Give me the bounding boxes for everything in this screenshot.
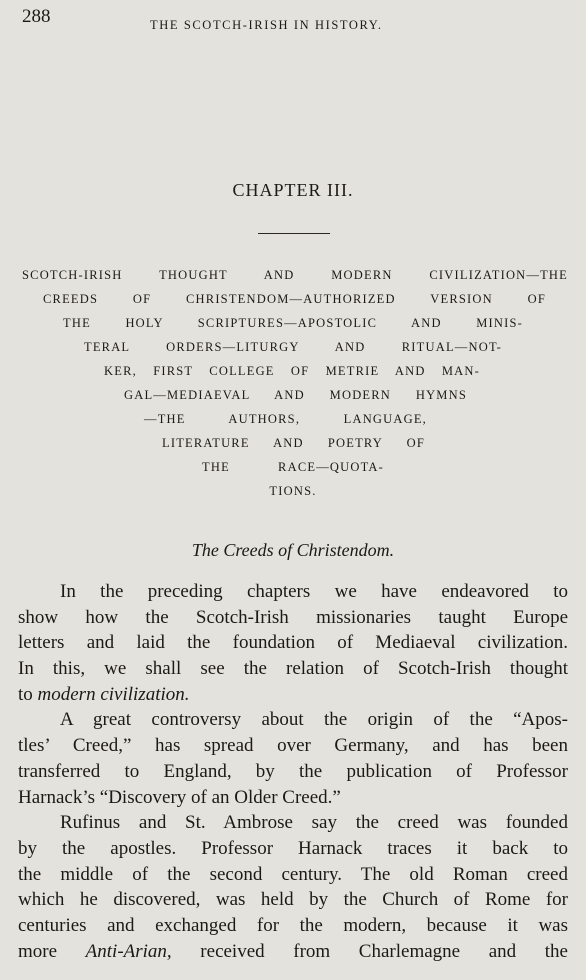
text-line: more Anti-Arian, received from Charlemagne and the — [18, 940, 568, 962]
text-line: show how the Scotch-Irish missionaries taught Europe — [18, 606, 568, 628]
chapter-synopsis — [0, 263, 586, 503]
synopsis-line: SCOTCH-IRISH THOUGHT AND MODERN CIVILIZATION—THE — [22, 268, 568, 282]
text-line: In the preceding chapters we have endeavored to — [60, 581, 568, 602]
synopsis-line: TIONS. — [269, 484, 317, 498]
synopsis-line: THE HOLY SCRIPTURES—APOSTOLIC AND MINIS- — [63, 316, 523, 330]
synopsis-line: THE RACE—QUOTA- — [202, 460, 384, 474]
text-line: to modern civilization. — [18, 683, 190, 705]
text-line: by the apostles. Professor Harnack traces it back to — [18, 837, 568, 859]
text-line: centuries and exchanged for the modern, because it was — [18, 914, 568, 936]
emphasis: Anti-Arian, — [85, 940, 172, 962]
body-text — [18, 579, 568, 964]
text-line: tles’ Creed,” has spread over Germany, and has been — [18, 735, 568, 757]
text-line: which he discovered, was held by the Church of Rome for — [18, 889, 568, 911]
text-line: the middle of the second century. The old Roman creed — [18, 863, 568, 885]
synopsis-line: TERAL ORDERS—LITURGY AND RITUAL—NOT- — [84, 340, 502, 354]
text-line: transferred to England, by the publication of Professor — [18, 760, 568, 782]
chapter-divider-rule — [258, 233, 330, 234]
text-line: letters and laid the foundation of Mediaeval civilization. — [18, 632, 568, 654]
text-line: A great controversy about the origin of the “Apos- — [60, 709, 568, 731]
text-line: Rufinus and St. Ambrose say the creed was founded — [60, 812, 568, 834]
section-subheading: The Creeds of Christendom. — [191, 540, 395, 560]
synopsis-line: GAL—MEDIAEVAL AND MODERN HYMNS — [124, 388, 467, 402]
synopsis-line: KER, FIRST COLLEGE OF METRIE AND MAN- — [104, 364, 480, 378]
synopsis-line: CREEDS OF CHRISTENDOM—AUTHORIZED VERSION OF — [43, 292, 546, 306]
text-line: Harnack’s “Discovery of an Older Creed.” — [18, 786, 341, 808]
page-number: 288 — [22, 6, 51, 27]
synopsis-line: LITERATURE AND POETRY OF — [162, 436, 425, 450]
emphasis: modern civilization. — [37, 683, 190, 705]
text-line: In this, we shall see the relation of Scotch-Irish thought — [18, 658, 568, 680]
chapter-title: CHAPTER III. — [232, 180, 354, 200]
synopsis-line: —THE AUTHORS, LANGUAGE, — [144, 412, 427, 426]
running-head: THE SCOTCH-IRISH IN HISTORY. — [150, 18, 383, 32]
